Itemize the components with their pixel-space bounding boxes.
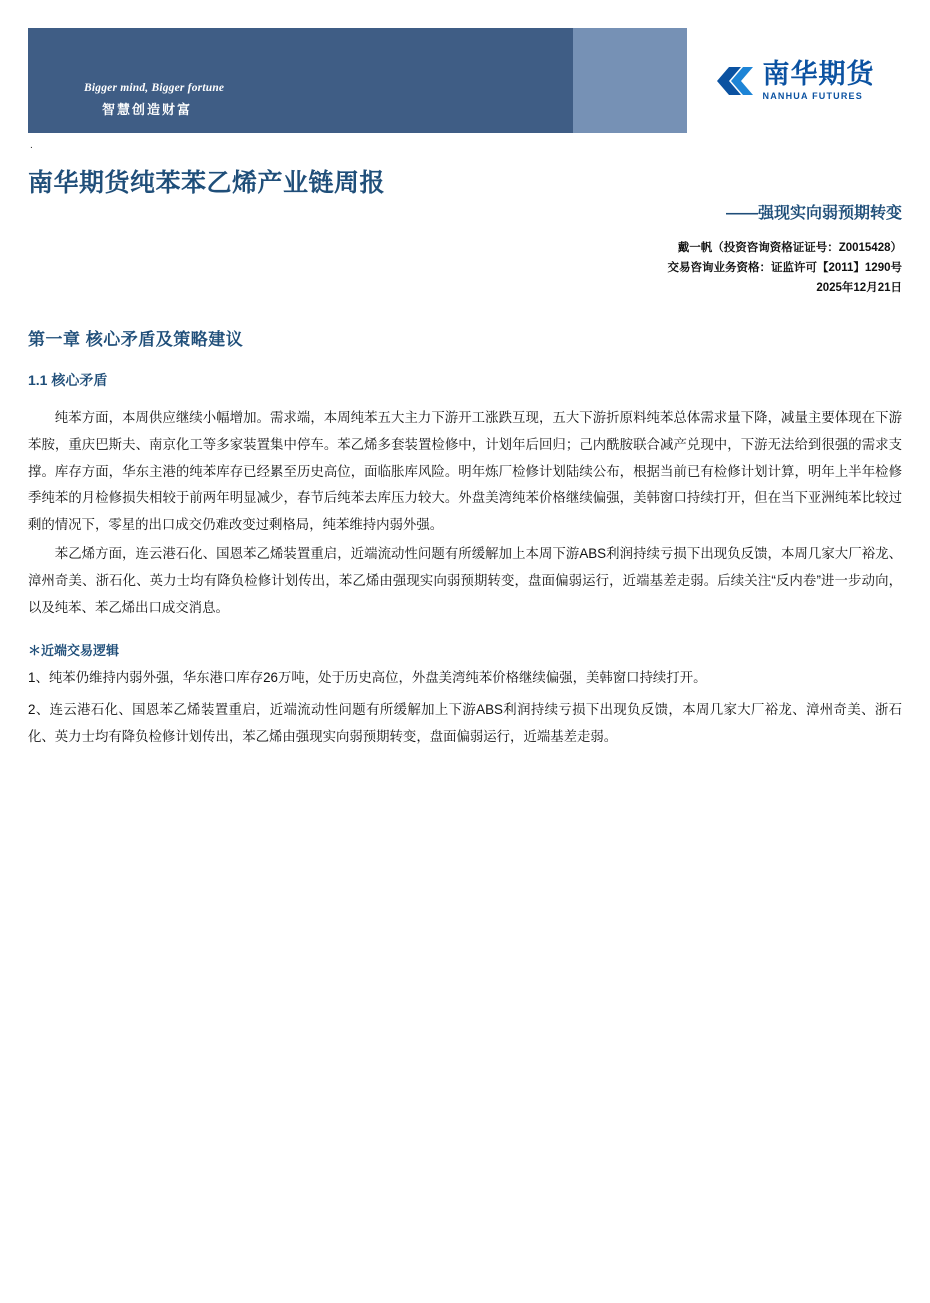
meta-license: 交易咨询业务资格：证监许可【2011】1290号 <box>667 262 902 275</box>
banner-left-block <box>28 28 573 133</box>
company-logo <box>687 28 902 133</box>
logo-company-cn: 南华期货 <box>762 58 875 89</box>
section-heading: 1.1 核心矛盾 <box>28 372 108 388</box>
logo-company-en: NANHUA FUTURES <box>762 90 863 101</box>
logic-item-1: 1、纯苯仍维持内弱外强，华东港口库存26万吨，处于历史高位，外盘美湾纯苯价格继续偏强，美韩窗口持续打开。 <box>28 669 707 685</box>
logic-heading: ＊近端交易逻辑 <box>28 642 120 658</box>
chapter-heading: 第一章 核心矛盾及策略建议 <box>28 330 244 349</box>
banner-right-block <box>713 28 902 133</box>
header-banner <box>28 28 902 133</box>
meta-date: 2025年12月21日 <box>816 282 902 295</box>
leading-dot: . <box>30 140 33 151</box>
nanhua-logo-icon <box>715 61 755 101</box>
slogan-chinese: 智慧创造财富 <box>102 101 193 117</box>
meta-author: 戴一帆（投资咨询资格证证号：Z0015428） <box>677 242 902 254</box>
slogan-english: Bigger mind, Bigger fortune <box>84 82 225 94</box>
document-meta <box>667 238 902 298</box>
body-content <box>28 405 902 751</box>
slogan-block <box>84 80 224 120</box>
paragraph-benzene: 纯苯方面，本周供应继续小幅增加。需求端，本周纯苯五大主力下游开工涨跌互现，五大下游折原料纯苯总体需求量下降，减量主要体现在下游苯胺，重庆巴斯夫、南京化工等多家装置集中停车。苯乙烯多套装置检修中，计划年后回归；己内酰胺联合减产兑现中，下游无法给到很强的需求支撑。库存方面，华东主港的纯苯库存已经累至历史高位，面临胀库风险。明年炼厂检修计划陆续公布，根据当前已有检修计划计算，明年上半年检修季纯苯的月检修损失相较于前两年明显减少，春节后纯苯去库压力较大。外盘美湾纯苯价格继续偏强，美韩窗口持续打开，但在当下亚洲纯苯比较过剩的情况下，零星的出口成交仍难改变过剩格局，纯苯维持内弱外强。 <box>28 410 902 533</box>
page-title: 南华期货纯苯苯乙烯产业链周报 <box>28 169 386 197</box>
paragraph-styrene: 苯乙烯方面，连云港石化、国恩苯乙烯装置重启，近端流动性问题有所缓解加上本周下游ABS利润持续亏损下出现负反馈，本周几家大厂裕龙、漳州奇美、浙石化、英力士均有降负检修计划传出，苯乙烯由强现实向弱预期转变，盘面偏弱运行，近端基差走弱。后续关注“反内卷”进一步动向，以及纯苯、苯乙烯出口成交消息。 <box>28 546 902 615</box>
logo-text <box>762 58 875 101</box>
logic-item-2: 2、连云港石化、国恩苯乙烯装置重启，近端流动性问题有所缓解加上下游ABS利润持续亏损下出现负反馈，本周几家大厂裕龙、漳州奇美、浙石化、英力士均有降负检修计划传出，苯乙烯由强现实向弱预期转变，盘面偏弱运行，近端基差走弱。 <box>28 702 902 745</box>
page-subtitle: ——强现实向弱预期转变 <box>725 205 902 222</box>
